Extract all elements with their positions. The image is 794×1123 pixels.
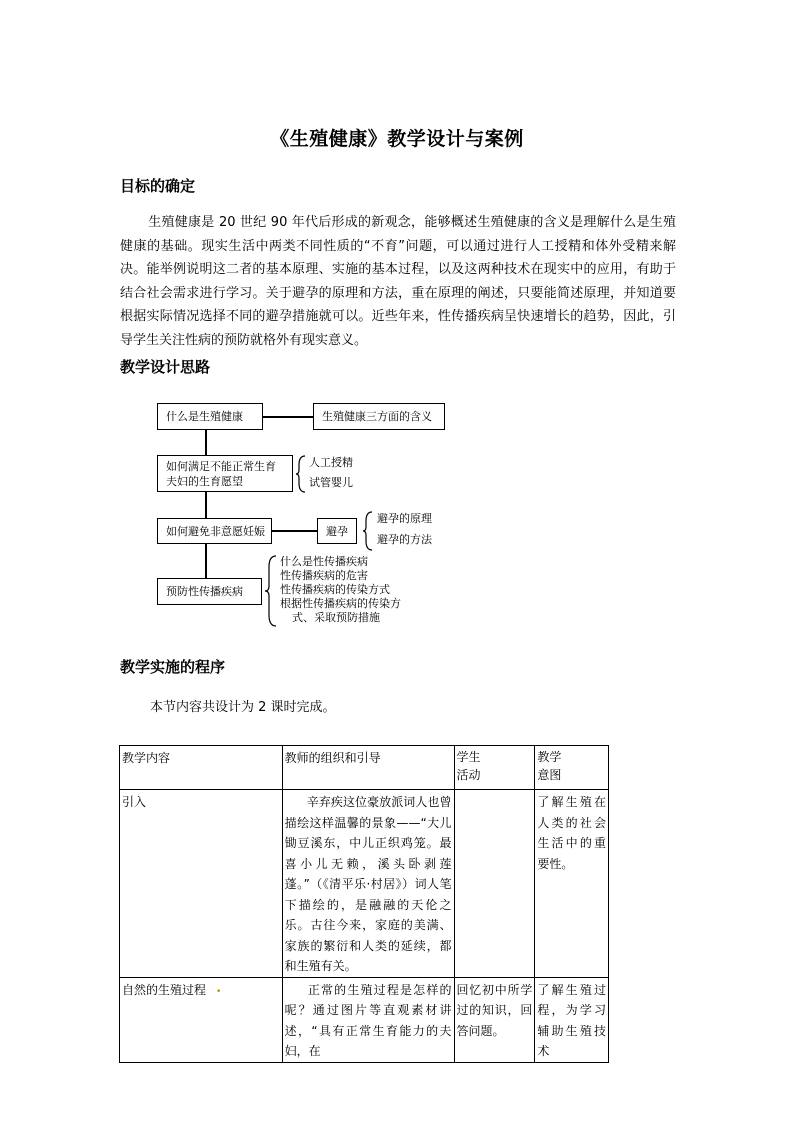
flow-box-infertility bbox=[157, 455, 293, 492]
header-intent-line1: 教学 bbox=[537, 750, 562, 764]
flow-item-std-3: 性传播疾病的传染方式 bbox=[280, 583, 390, 596]
row1-content: 引入 bbox=[120, 790, 283, 978]
flow-box1-right-label: 生殖健康三方面的含义 bbox=[322, 410, 432, 423]
flow-box-contraception bbox=[317, 518, 357, 544]
header-student-line2: 活动 bbox=[456, 768, 481, 782]
flow-box-prevent-std bbox=[157, 578, 262, 605]
row2-student: 回忆初中所学过的知识，回答问题。 bbox=[454, 977, 535, 1062]
stray-dot-mark: • bbox=[216, 986, 222, 997]
flow-brace-contraception bbox=[363, 511, 373, 551]
table-row bbox=[120, 790, 609, 978]
flow-brace-infertility bbox=[296, 455, 306, 493]
procedure-intro: 本节内容共设计为 2 课时完成。 bbox=[150, 700, 336, 715]
flow-box1-label: 什么是生殖健康 bbox=[166, 410, 243, 423]
flow-connector-1 bbox=[263, 416, 313, 418]
goal-paragraph bbox=[120, 211, 676, 353]
header-intent-line2: 意图 bbox=[537, 768, 562, 782]
flow-box2-line1: 如何满足不能正常生育 bbox=[166, 459, 276, 473]
row1-teacher-text: 辛弃疾这位豪放派词人也曾描绘这样温馨的景象——“大儿锄豆溪东，中儿正织鸡笼。最喜小儿无赖，溪头卧剥莲蓬。”（《清平乐·村居》）词人笔下描绘的，是融融的天伦之乐。古往今来，家庭的美满、家族的繁衍和人类的延续，都和生殖有关。 bbox=[284, 795, 452, 973]
flow-item-test-tube-baby: 试管婴儿 bbox=[309, 476, 353, 489]
section-heading-procedure: 教学实施的程序 bbox=[120, 658, 226, 676]
header-student-line1: 学生 bbox=[456, 750, 481, 764]
section-heading-design: 教学设计思路 bbox=[120, 358, 211, 376]
header-intent bbox=[535, 746, 609, 790]
design-flowchart bbox=[150, 397, 470, 629]
flow-box2-line2: 夫妇的生育愿望 bbox=[166, 474, 243, 488]
flow-item-contraception-principle: 避孕的原理 bbox=[377, 512, 432, 525]
flow-trunk-line bbox=[205, 430, 207, 578]
goal-paragraph-text: 生殖健康是 20 世纪 90 年代后形成的新观念，能够概述生殖健康的含义是理解什么是生殖健康的基础。现实生活中两类不同性质的“不育”问题，可以通过进行人工授精和体外受精来解决。能举例说明这二者的基本原理、实施的基本过程，以及这两种技术在现实中的应用，有助于结合社会需求进行学习。关于避孕的原理和方法，重在原理的阐述，只要能简述原理，并知道要根据实际情况选择不同的避孕措施就可以。近些年来，性传播疾病呈快速增长的趋势，因此，引导学生关注性病的预防就格外有现实意义。 bbox=[120, 215, 676, 348]
flow-connector-3 bbox=[272, 530, 317, 532]
flow-box3-mid-label: 避孕 bbox=[326, 524, 348, 538]
row1-student bbox=[454, 790, 535, 978]
lesson-table bbox=[119, 745, 609, 1063]
row2-teacher bbox=[282, 977, 454, 1062]
header-teacher: 教师的组织和引导 bbox=[282, 746, 454, 790]
section-heading-goal: 目标的确定 bbox=[120, 177, 196, 195]
header-student bbox=[454, 746, 535, 790]
flow-box3-label: 如何避免非意愿妊娠 bbox=[166, 524, 265, 538]
row1-intent: 了解生殖在人类的社会生活中的重要性。 bbox=[535, 790, 609, 978]
flow-item-artificial-insemination: 人工授精 bbox=[309, 456, 353, 469]
flow-box-three-aspects bbox=[313, 403, 445, 430]
table-header-row bbox=[120, 746, 609, 790]
flow-item-contraception-method: 避孕的方法 bbox=[377, 533, 432, 546]
flow-item-std-1: 什么是性传播疾病 bbox=[280, 555, 368, 568]
row2-intent: 了解生殖过程，为学习辅助生殖技术 bbox=[535, 977, 609, 1062]
row2-teacher-text: 正常的生殖过程是怎样的呢？通过图片等直观素材讲述，“具有正常生育能力的夫妇，在 bbox=[284, 982, 452, 1058]
flow-box-avoid-pregnancy bbox=[157, 518, 272, 544]
flow-item-std-5: 式、采取预防措施 bbox=[292, 611, 380, 624]
document-title: 《生殖健康》教学设计与案例 bbox=[270, 128, 524, 150]
flow-item-std-2: 性传播疾病的危害 bbox=[280, 569, 368, 582]
header-content: 教学内容 bbox=[120, 746, 283, 790]
flow-box-what-is-reproductive-health bbox=[157, 403, 263, 430]
table-row bbox=[120, 977, 609, 1062]
row2-content bbox=[120, 977, 283, 1062]
flow-box4-label: 预防性传播疾病 bbox=[166, 585, 243, 598]
flow-brace-std bbox=[265, 555, 277, 627]
flow-item-std-4: 根据性传播疾病的传染方 bbox=[280, 597, 401, 610]
row1-teacher bbox=[282, 790, 454, 978]
row2-content-text: 自然的生殖过程 bbox=[122, 982, 207, 997]
